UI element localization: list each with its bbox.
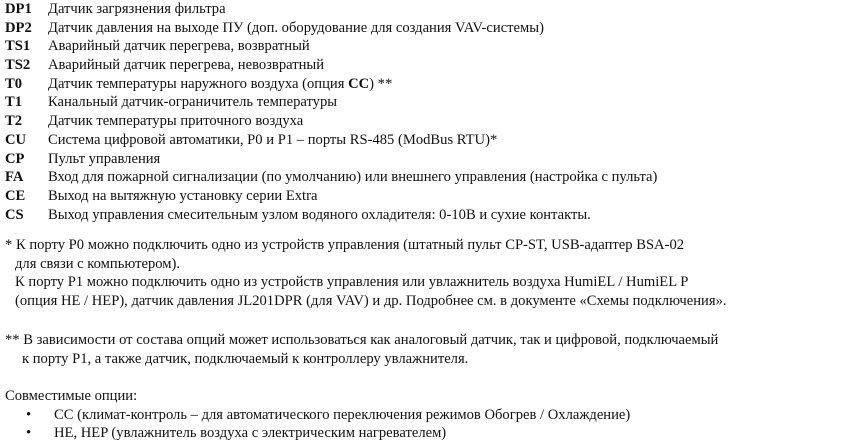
legend-desc-part: Датчик температуры наружного воздуха (опция (48, 75, 349, 92)
option-code-cc: CC (348, 75, 370, 92)
compatible-options (5, 387, 855, 443)
legend-row-dp2 (5, 19, 855, 38)
legend-code: T0 (5, 75, 23, 92)
legend-desc: Датчик температуры приточного воздуха (48, 113, 304, 130)
footnote-line: * К порту P0 можно подключить одно из устройств управления (штатный пульт CP-ST, USB-адаптер BSA-02 (5, 237, 685, 253)
legend-row-ts1 (5, 37, 855, 56)
legend-row-ts2 (5, 56, 855, 75)
bullet-icon: • (26, 425, 32, 442)
bullet-icon: • (26, 406, 32, 423)
legend-desc: Канальный датчик-ограничитель температуры (48, 94, 338, 111)
footnote-ports (5, 236, 855, 311)
legend-desc: Пульт управления (48, 150, 161, 167)
legend-list (5, 0, 855, 224)
legend-row-t2 (5, 112, 855, 131)
legend-desc: Система цифровой автоматики, P0 и P1 – порты RS-485 (ModBus RTU)* (48, 131, 498, 148)
legend-row-dp1 (5, 0, 855, 19)
option-item (5, 406, 855, 425)
legend-desc: Выход на вытяжную установку серии Extra (48, 187, 318, 204)
footnote-line: (опция HE / HEP), датчик давления JL201DPR (для VAV) и др. Подробнее см. в документе «Схемы подключения». (15, 293, 727, 310)
legend-code: T1 (5, 94, 23, 111)
legend-row-t0 (5, 75, 855, 94)
footnote-line: К порту P1 можно подключить одно из устройств управления или увлажнитель воздуха HumiEL / HumiEL P (15, 274, 689, 291)
legend-code: CP (5, 150, 25, 167)
legend-desc: Вход для пожарной сигнализации (по умолчанию) или внешнего управления (настройка с пульта) (48, 169, 658, 186)
legend-row-ce (5, 187, 855, 206)
legend-code: TS2 (5, 57, 31, 74)
legend-desc-part: ) ** (369, 75, 393, 92)
footnote-line: для связи с компьютером). (15, 255, 180, 272)
legend-desc: Датчик загрязнения фильтра (48, 1, 226, 17)
legend-desc: Датчик давления на выходе ПУ (доп. оборудование для создания VAV-системы) (48, 19, 544, 36)
option-item (5, 424, 855, 443)
legend-desc: Аварийный датчик перегрева, невозвратный (48, 57, 325, 74)
legend-row-cp (5, 150, 855, 169)
legend-row-cs (5, 206, 855, 225)
legend-desc: Аварийный датчик перегрева, возвратный (48, 38, 310, 55)
option-text: HE, HEP (увлажнитель воздуха с электрическим нагревателем) (54, 425, 447, 442)
legend-code: CU (5, 131, 27, 148)
option-text: CC (климат-контроль – для автоматического переключения режимов Обогрев / Охлаждение) (54, 406, 631, 423)
footnote-line: к порту P1, а также датчик, подключаемый к контроллеру увлажнителя. (22, 350, 469, 367)
legend-code: TS1 (5, 38, 31, 55)
legend-code: DP1 (5, 1, 32, 17)
legend-code: T2 (5, 113, 23, 130)
legend-row-cu (5, 131, 855, 150)
legend-code: DP2 (5, 19, 32, 36)
legend-code: FA (5, 169, 24, 186)
legend-row-t1 (5, 93, 855, 112)
options-heading: Совместимые опции: (5, 388, 138, 404)
footnote-line: ** В зависимости от состава опций может использоваться как аналоговый датчик, так и цифровой, подключаемый (5, 332, 719, 348)
legend-desc (48, 75, 855, 94)
legend-code: CS (5, 206, 24, 223)
legend-code: CE (5, 187, 26, 204)
legend-row-fa (5, 168, 855, 187)
footnote-sensor (5, 331, 855, 368)
legend-desc: Выход управления смесительным узлом водяного охладителя: 0-10В и сухие контакты. (48, 206, 591, 223)
